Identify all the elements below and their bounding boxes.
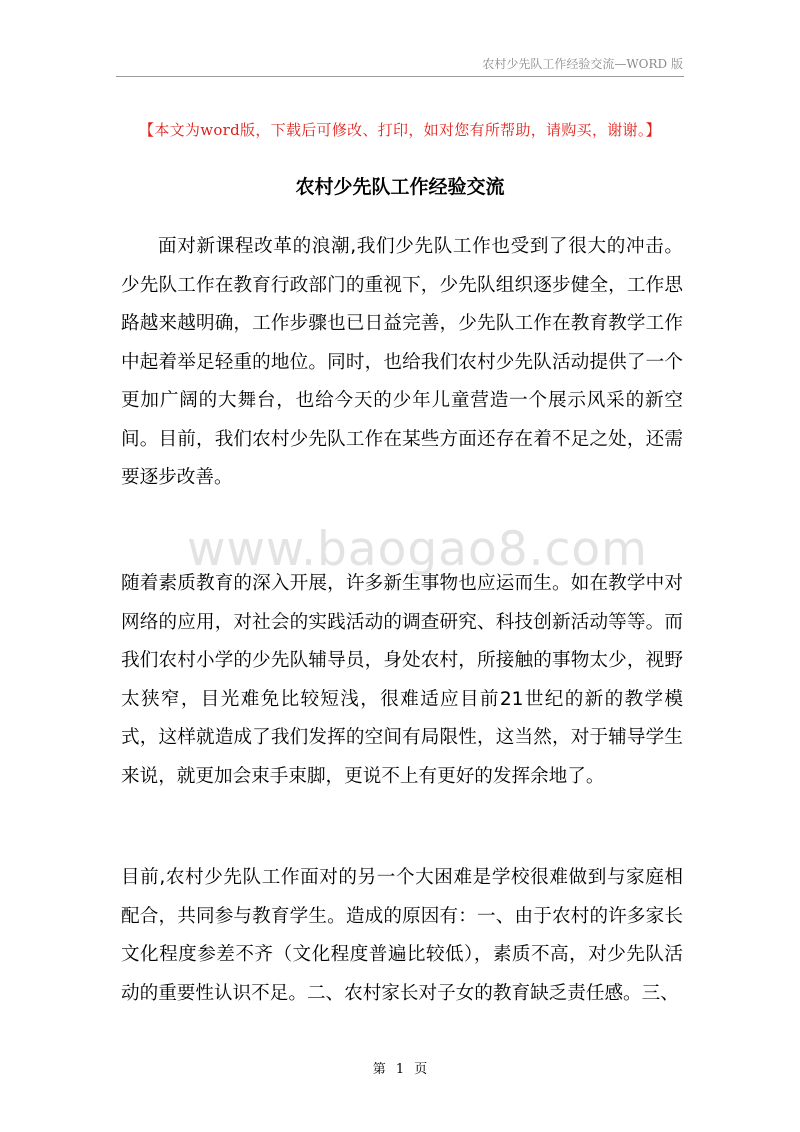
page-number: 1 bbox=[395, 1062, 405, 1077]
page-footer bbox=[0, 1058, 800, 1077]
paragraph-3: 目前,农村少先队工作面对的另一个大困难是学校很难做到与家庭相配合，共同参与教育学生。造成的原因有：一、由于农村的许多家长文化程度参差不齐（文化程度普遍比较低），素质不高，对少先队活动的重要性认识不足。二、农村家长对子女的教育缺乏责任感。三、 bbox=[121, 867, 683, 1004]
footer-suffix: 页 bbox=[414, 1062, 428, 1077]
paragraph-1: 面对新课程改革的浪潮,我们少先队工作也受到了很大的冲击。少先队工作在教育行政部门的重视下，少先队组织逐步健全，工作思路越来越明确，工作步骤也已日益完善，少先队工作在教育教学工作中起着举足轻重的地位。同时，也给我们农村少先队活动提供了一个更加广阔的大舞台，也给今天的少年儿童营造一个展示风采的新空间。目前，我们农村少先队工作在某些方面还存在着不足之处，还需要逐步改善。 bbox=[121, 236, 683, 488]
document-title: 农村少先队工作经验交流 bbox=[295, 176, 505, 198]
watermark: www.baogao8.com bbox=[187, 522, 648, 577]
paragraph-2: 随着素质教育的深入开展，许多新生事物也应运而生。如在教学中对网络的应用，对社会的实践活动的调查研究、科技创新活动等等。而我们农村小学的少先队辅导员，身处农村，所接触的事物太少，视野太狭窄，目光难免比较短浅，很难适应目前21世纪的新的教学模式，这样就造成了我们发挥的空间有局限性，这当然，对于辅导学生来说，就更加会束手束脚，更说不上有更好的发挥余地了。 bbox=[121, 573, 683, 787]
footer-prefix: 第 bbox=[372, 1062, 386, 1077]
running-header: 农村少先队工作经验交流—WORD 版 bbox=[482, 57, 683, 71]
download-notice: 【本文为word版，下载后可修改、打印，如对您有所帮助，请购买，谢谢。】 bbox=[139, 121, 661, 139]
header-divider bbox=[116, 76, 684, 77]
